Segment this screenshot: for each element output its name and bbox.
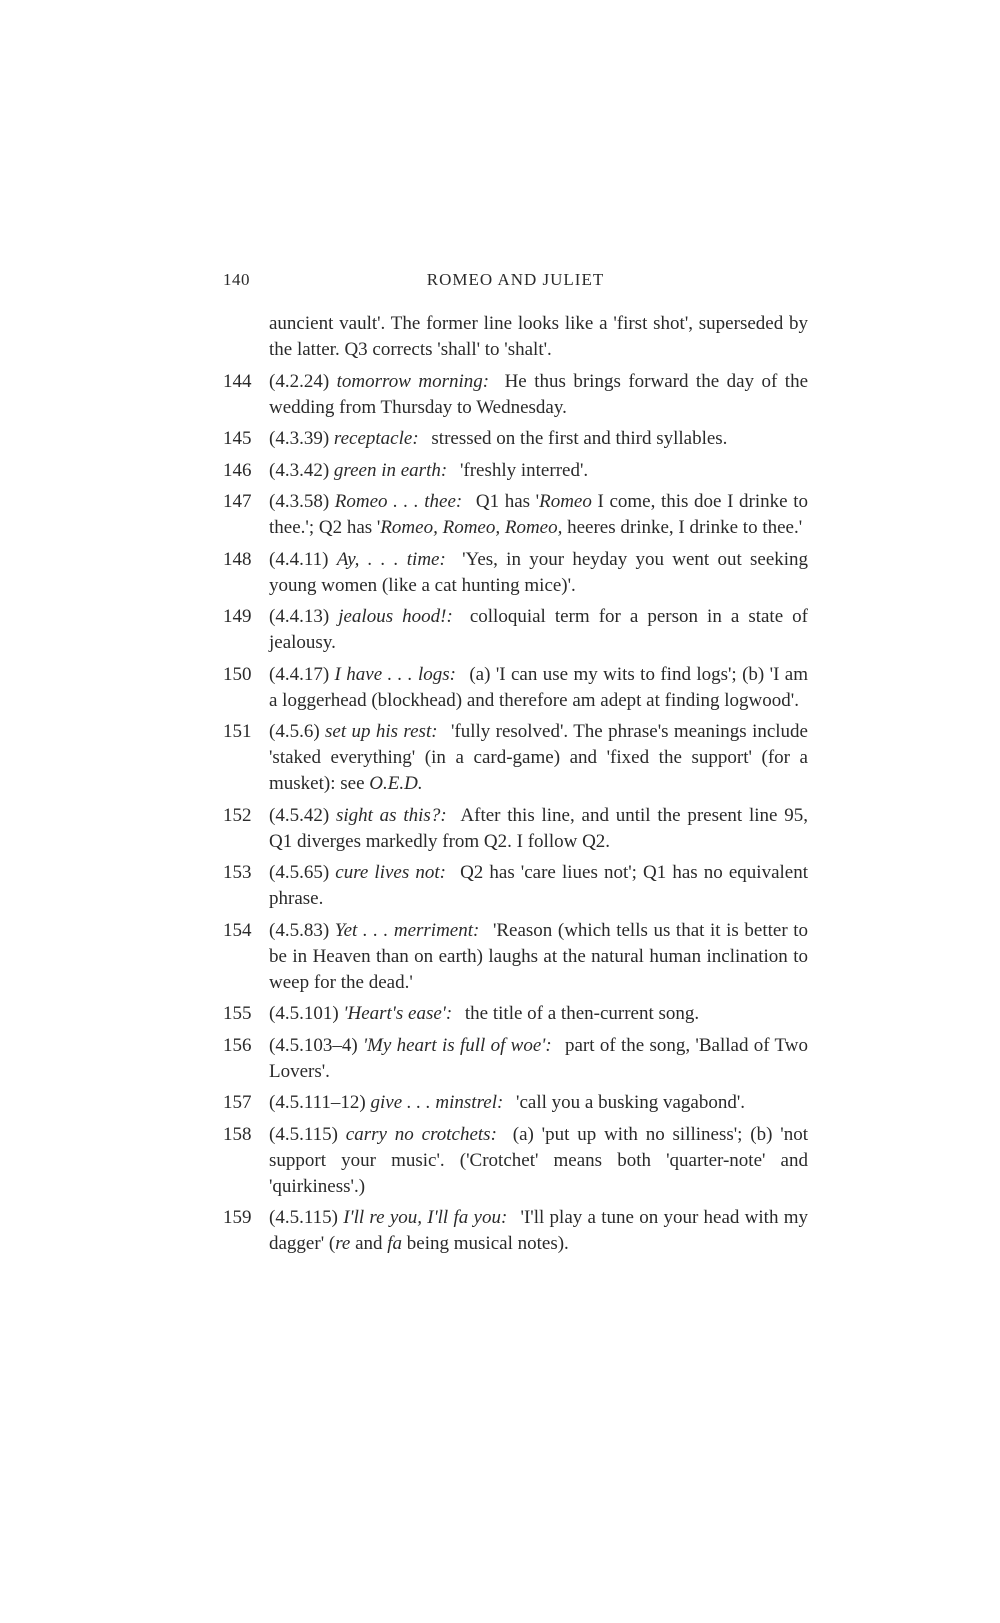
note-gloss: After this line, and until the present line 95, Q1 diverges markedly from Q2. I follow Q2.: [269, 804, 809, 852]
note-gloss: Q1 has 'Romeo I come, this doe I drinke to thee.'; Q2 has 'Romeo, Romeo, Romeo, heeres drinke, I drinke to thee.': [269, 491, 808, 538]
note-158: [223, 1122, 808, 1200]
note-number: 152: [223, 804, 252, 826]
note-lemma: I'll re you, I'll fa you:: [343, 1207, 508, 1228]
page-number: 140: [223, 270, 250, 289]
note-reference: (4.5.6): [269, 721, 320, 742]
note-lemma: 'My heart is full of woe':: [362, 1034, 552, 1056]
note-lemma: sight as this?:: [335, 804, 447, 826]
note-reference: (4.5.111–12): [269, 1092, 366, 1113]
note-153: [223, 860, 808, 912]
note-reference: (4.5.103–4): [269, 1034, 358, 1056]
note-lemma: I have . . . logs:: [334, 663, 456, 685]
note-number: 147: [223, 491, 252, 512]
note-reference: (4.3.42): [269, 459, 330, 481]
note-lemma: Yet . . . merriment:: [334, 919, 480, 941]
note-lemma: cure lives not:: [335, 862, 446, 883]
note-lemma: green in earth:: [333, 459, 448, 481]
note-gloss: stressed on the first and third syllables.: [431, 428, 728, 449]
note-149: [223, 604, 808, 656]
note-gloss: 'Reason (which tells us that it is better to be in Heaven than on earth) laughs at the natural human inclination to weep for the dead.': [269, 919, 809, 993]
note-145: [223, 426, 808, 452]
note-lemma: Romeo . . . thee:: [334, 491, 463, 512]
note-150: [223, 662, 808, 714]
note-152: [223, 803, 808, 855]
note-lemma: give . . . minstrel:: [370, 1092, 504, 1113]
note-number: 144: [223, 370, 252, 392]
note-number: 158: [223, 1123, 252, 1145]
endnotes-list: [223, 311, 808, 1263]
note-gloss: 'Yes, in your heyday you went out seeking young women (like a cat hunting mice)'.: [269, 548, 809, 596]
note-154: [223, 918, 808, 996]
note-number: 148: [223, 548, 252, 570]
running-head: [223, 270, 808, 294]
note-gloss: part of the song, 'Ballad of Two Lovers'.: [269, 1034, 809, 1082]
note-reference: (4.4.17): [269, 663, 330, 685]
note-number: 150: [223, 663, 252, 685]
note-gloss: 'fully resolved'. The phrase's meanings include 'staked everything' (in a card-game) and 'fixed the support' (for a musket): see O.E.D.: [269, 721, 808, 794]
note-reference: (4.4.11): [269, 548, 329, 570]
note-number: 153: [223, 862, 252, 883]
note-number: 154: [223, 919, 252, 941]
note-reference: (4.5.65): [269, 862, 330, 883]
note-lemma: carry no crotchets:: [345, 1123, 497, 1145]
note-reference: (4.5.42): [269, 804, 330, 826]
note-gloss: He thus brings forward the day of the wedding from Thursday to Wednesday.: [269, 370, 809, 418]
running-title: ROMEO AND JULIET: [426, 270, 605, 289]
note-148: [223, 547, 808, 599]
note-number: 157: [223, 1092, 252, 1113]
note-gloss: Q2 has 'care liues not'; Q1 has no equivalent phrase.: [269, 862, 809, 909]
note-146: [223, 458, 808, 484]
note-gloss: 'freshly interred'.: [459, 459, 589, 481]
note-reference: (4.3.39): [269, 428, 330, 449]
note-gloss: colloquial term for a person in a state of jealousy.: [269, 606, 809, 653]
note-144: [223, 369, 808, 421]
note-155: [223, 1001, 808, 1027]
note-lemma: set up his rest:: [325, 721, 438, 742]
note-number: 145: [223, 428, 252, 449]
note-gloss: (a) 'I can use my wits to find logs'; (b) 'I am a loggerhead (blockhead) and therefore am adept at finding logwood'.: [269, 663, 808, 711]
note-157: [223, 1090, 808, 1116]
note-reference: (4.5.115): [269, 1123, 338, 1145]
note-151: [223, 719, 808, 797]
note-147: [223, 489, 808, 541]
note-156: [223, 1033, 808, 1085]
note-reference: (4.3.58): [269, 491, 330, 512]
note-number: 149: [223, 606, 252, 627]
note-continuation: [223, 311, 808, 363]
note-gloss: 'call you a busking vagabond'.: [516, 1092, 746, 1113]
note-continuation-text: auncient vault'. The former line looks like a 'first shot', superseded by the latter. Q3 corrects 'shall' to 'shalt'.: [269, 313, 808, 360]
note-lemma: 'Heart's ease':: [343, 1003, 453, 1024]
note-lemma: jealous hood!:: [338, 606, 453, 627]
note-number: 146: [223, 459, 252, 481]
note-lemma: tomorrow morning:: [336, 370, 490, 392]
note-number: 156: [223, 1034, 252, 1056]
note-number: 159: [223, 1207, 252, 1228]
note-reference: (4.5.101): [269, 1003, 339, 1024]
note-reference: (4.5.115): [269, 1207, 338, 1228]
note-gloss: 'I'll play a tune on your head with my dagger' (re and fa being musical notes).: [269, 1207, 808, 1254]
note-gloss: (a) 'put up with no silliness'; (b) 'not support your music'. ('Crotchet' means both 'quarter-note' and 'quirkiness'.): [269, 1123, 809, 1197]
note-number: 151: [223, 721, 252, 742]
note-reference: (4.4.13): [269, 606, 330, 627]
note-lemma: Ay, . . . time:: [336, 548, 446, 570]
note-lemma: receptacle:: [333, 428, 419, 449]
note-reference: (4.2.24): [269, 370, 330, 392]
note-gloss: the title of a then-current song.: [464, 1003, 700, 1024]
note-number: 155: [223, 1003, 252, 1024]
note-reference: (4.5.83): [269, 919, 330, 941]
note-159: [223, 1205, 808, 1257]
